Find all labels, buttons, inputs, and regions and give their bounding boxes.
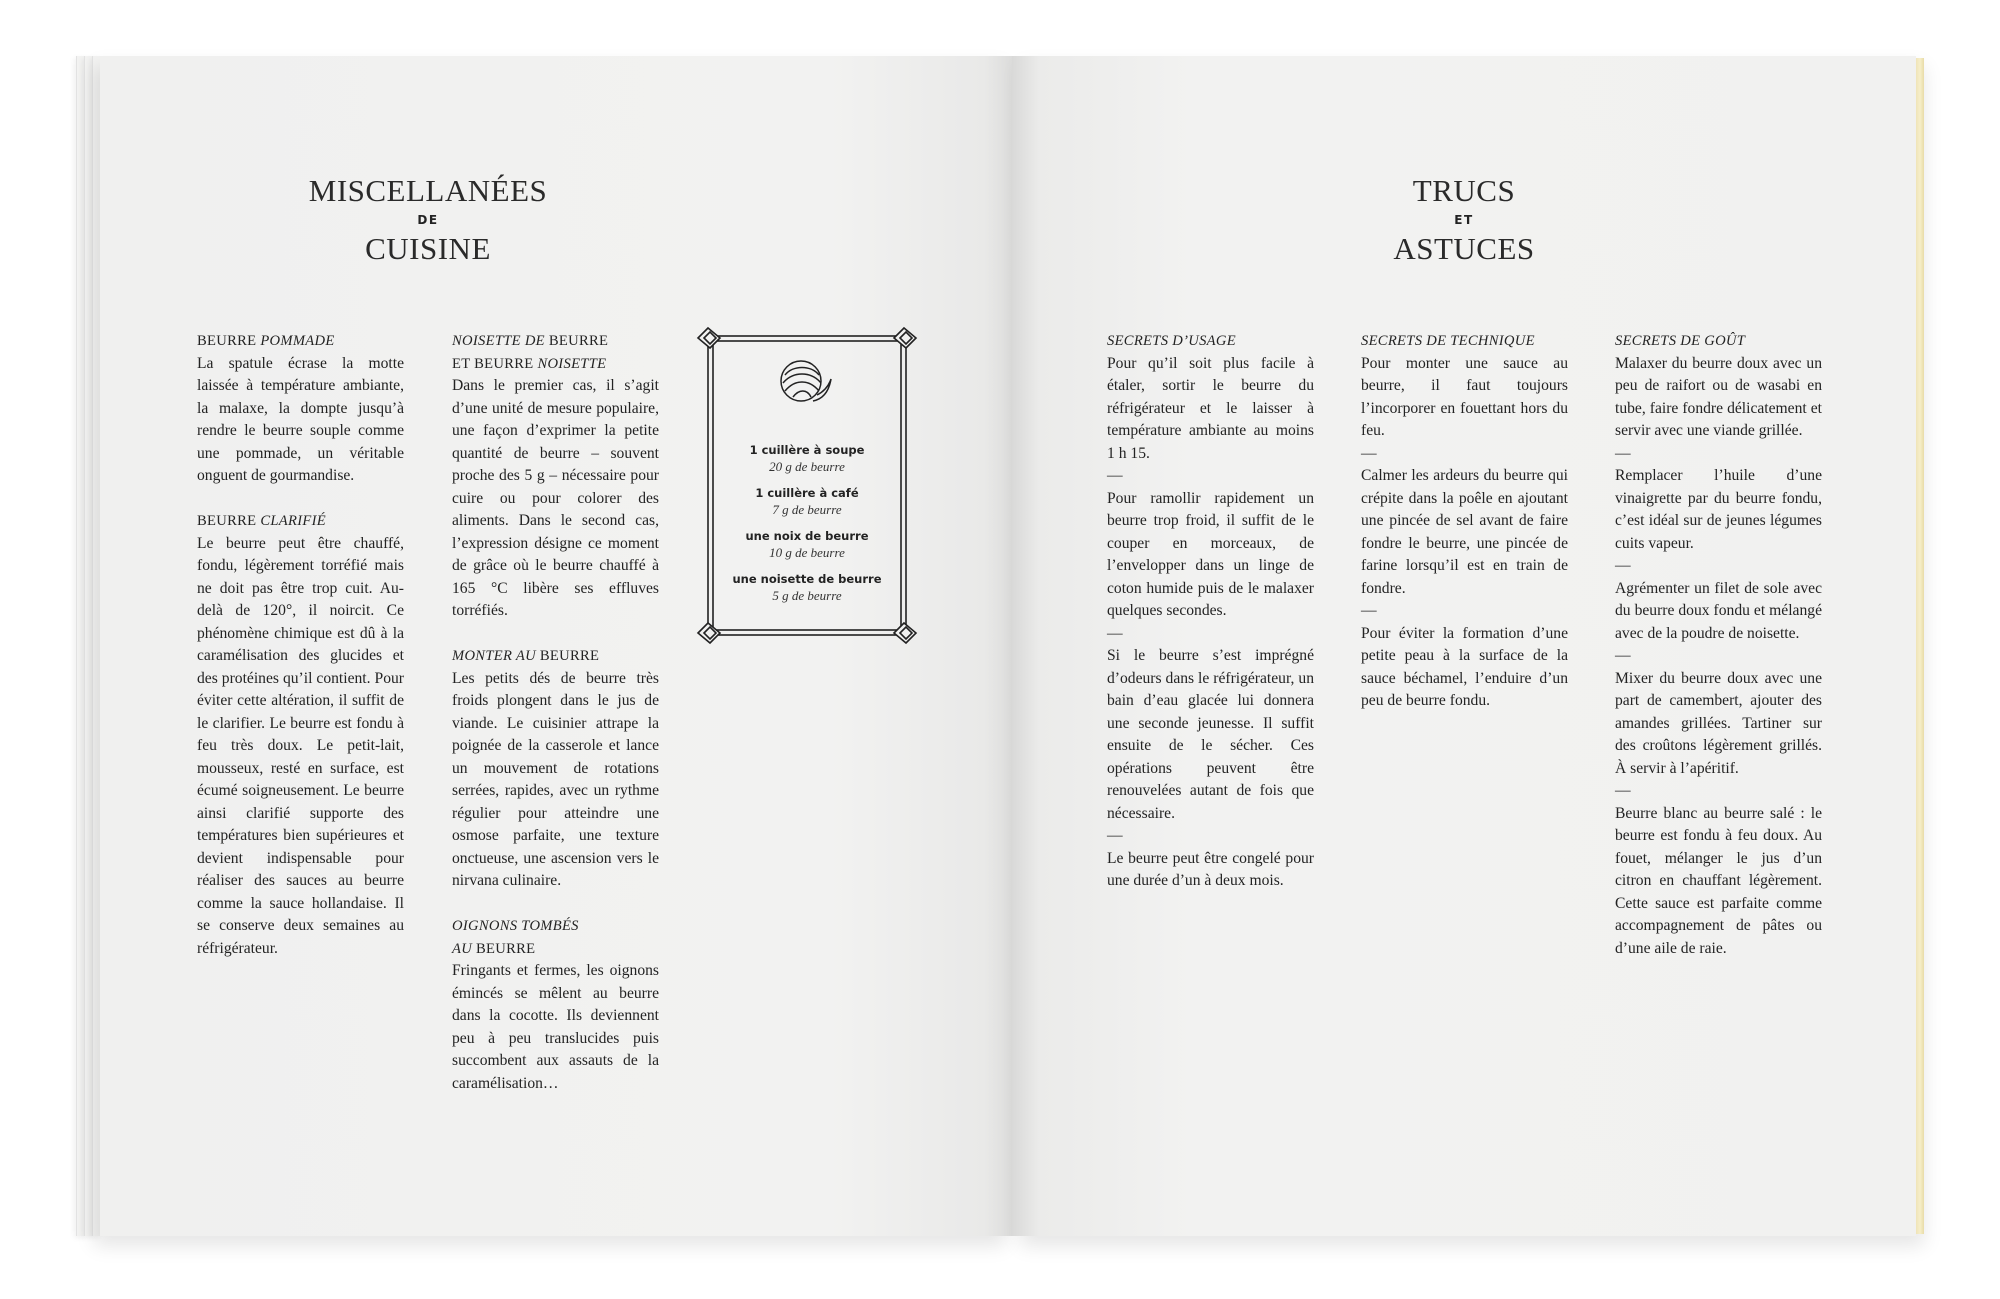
- tip-separator: —: [1361, 444, 1377, 462]
- section-heading: [452, 330, 659, 353]
- tip-text: Agrémenter un filet de sole avec du beurre doux fondu et mélangé avec de la poudre de noisette.: [1615, 579, 1822, 642]
- article-section: [452, 915, 659, 1095]
- section-heading: [452, 353, 659, 376]
- heading-italic-part: POMMADE: [260, 333, 335, 349]
- tip-separator: —: [1615, 444, 1631, 462]
- measure-quantity: 1 cuillère à café: [755, 486, 859, 500]
- heading-italic-part: NOISETTE DE: [452, 333, 545, 349]
- section-body: Fringants et fermes, les oignons émincés se mêlent au beurre dans la cocotte. Ils deviennent peu à peu translucides puis succombent aux assauts de la caramélisation…: [452, 962, 659, 1092]
- left-column-2: [452, 330, 659, 1118]
- tip-text: Pour monter une sauce au beurre, il faut toujours l’incorporer en fouettant hors du feu.: [1361, 354, 1568, 439]
- title-line-1: TRUCS: [1412, 173, 1516, 208]
- article-section: [197, 330, 404, 488]
- heading-part: ET BEURRE: [452, 355, 538, 372]
- heading-part: BEURRE: [535, 648, 600, 664]
- heading-italic-part: OIGNONS TOMBÉS: [452, 918, 579, 934]
- heading-part: BEURRE: [472, 940, 536, 957]
- tip-separator: —: [1615, 647, 1631, 664]
- measure-item: [696, 571, 918, 603]
- measure-value: 20 g de beurre: [769, 459, 845, 474]
- right-column-2: [1361, 330, 1568, 713]
- heading-italic-part: NOISETTE: [537, 355, 607, 372]
- tip-text: Calmer les ardeurs du beurre qui crépite dans la poêle en ajoutant une pincée de sel avant de faire fondre le beurre, une pincée de farine lorsqu’il est en train de fondre.: [1361, 467, 1568, 597]
- tip-text: Pour éviter la formation d’une petite peau à la surface de la sauce béchamel, l’enduire d’un peu de beurre fondu.: [1361, 624, 1568, 709]
- title-line-1: MISCELLANÉES: [308, 173, 548, 208]
- measure-value: 10 g de beurre: [769, 545, 845, 560]
- tip-text: Malaxer du beurre doux avec un peu de raifort ou de wasabi en tube, faire fondre délicatement et servir avec une viande grillée.: [1615, 354, 1822, 439]
- measure-item: [696, 442, 918, 474]
- heading-italic-part: MONTER AU: [452, 648, 536, 664]
- article-section: [197, 510, 404, 960]
- measure-value: 5 g de beurre: [772, 588, 842, 603]
- tips-heading: SECRETS DE GOÛT: [1615, 333, 1746, 349]
- section-heading: [452, 915, 659, 938]
- tips-heading: SECRETS DE TECHNIQUE: [1361, 333, 1535, 349]
- heading-part: BEURRE: [544, 333, 609, 349]
- measure-quantity: 1 cuillère à soupe: [749, 443, 865, 457]
- tip-text: Mixer du beurre doux avec une part de camembert, ajouter des amandes grillées. Tartiner sur des croûtons légèrement grillés. À servir à l’apéritif.: [1615, 669, 1822, 777]
- section-heading: [197, 510, 404, 533]
- section-body: La spatule écrase la motte laissée à température ambiante, la malaxe, la dompte jusqu’à rendre le beurre souple comme une pommade, un véritable onguent de gourmandise.: [197, 354, 404, 484]
- heading-part: BEURRE: [197, 513, 261, 529]
- butter-measures-box: [696, 324, 918, 647]
- tip-separator: —: [1361, 602, 1377, 619]
- tip-text: Beurre blanc au beurre salé : le beurre est fondu à feu doux. Au fouet, mélanger le jus d’un citron en chauffant légèrement. Cette sauce est parfaite comme accompagnement de pâtes ou d’une aile de raie.: [1615, 804, 1822, 957]
- section-body: Les petits dés de beurre très froids plongent dans le jus de viande. Le cuisinier attrape la poignée de la casserole et lance un mouvement de rotations serrées, rapides, avec un rythme régulier pour atteindre une osmose parfaite, une texture onctueuse, une ascension vers le nirvana culinaire.: [452, 669, 659, 889]
- section-body: Le beurre peut être chauffé, fondu, légèrement torréfié mais ne doit pas être trop cuit. Au-delà de 120°, il noircit. Ce phénomène chimique est dû à la caramélisation des glucides et des protéines qu’il contient. Pour éviter cette altération, il suffit de le clarifier. Le beurre est fondu à feu très doux. Le petit-lait, mousseux, resté en surface, est écumé soigneusement. Le beurre ainsi clarifié supporte des températures bien supérieures et devient indispensable pour réaliser des sauces au beurre comme la sauce hollandaise. Il se conserve deux semaines au réfrigérateur.: [197, 534, 404, 957]
- tip-separator: —: [1615, 557, 1631, 574]
- tips-heading: SECRETS D’USAGE: [1107, 333, 1236, 349]
- tip-separator: —: [1107, 467, 1123, 484]
- section-heading: [452, 645, 659, 668]
- tip-text: Remplacer l’huile d’une vinaigrette par du beurre fondu, c’est idéal sur de jeunes légumes cuits vapeur.: [1615, 467, 1822, 552]
- measure-item: [696, 528, 918, 560]
- tip-separator: —: [1615, 782, 1631, 799]
- tip-text: Pour ramollir rapidement un beurre trop froid, il suffit de le couper en morceaux, de l’envelopper dans un linge de coton humide puis de le malaxer quelques secondes.: [1107, 489, 1314, 619]
- title-connector: DE: [417, 213, 439, 227]
- right-column-1: [1107, 330, 1314, 893]
- heading-italic-part: AU: [452, 940, 473, 957]
- section-heading: [197, 330, 404, 353]
- section-heading: [452, 938, 659, 961]
- left-column-1: [197, 330, 404, 983]
- heading-italic-part: CLARIFIÉ: [260, 513, 326, 529]
- tip-text: Si le beurre s’est imprégné d’odeurs dans le réfrigérateur, un bain d’eau glacée lui donnera une seconde jeunesse. Il suffit ensuite de le sécher. Ces opérations peuvent être renouvelées autant de fois que nécessaire.: [1107, 647, 1314, 822]
- section-body: Dans le premier cas, il s’agit d’une unité de mesure populaire, une façon d’exprimer la petite quantité de beurre – souvent proche des 5 g – nécessaire pour cuire ou pour colorer des aliments. Dans le second cas, l’expression désigne ce moment de grâce où le beurre chauffé à 165 °C libère ses effluves torréfiés.: [452, 377, 659, 619]
- measure-quantity: une noix de beurre: [745, 529, 869, 543]
- page-edge-yellow: [1916, 58, 1924, 1234]
- butter-curl-icon: [779, 357, 835, 407]
- article-section: [452, 330, 659, 623]
- title-connector: ET: [1454, 213, 1474, 227]
- measure-item: [696, 485, 918, 517]
- heading-part: BEURRE: [197, 333, 261, 349]
- title-line-2: CUISINE: [365, 231, 491, 266]
- left-page-title: [228, 172, 628, 268]
- right-page-title: [1264, 172, 1664, 268]
- article-section: [452, 645, 659, 893]
- tip-text: Pour qu’il soit plus facile à étaler, sortir le beurre du réfrigérateur et le laisser à température ambiante au moins 1 h 15.: [1107, 354, 1314, 462]
- measure-quantity: une noisette de beurre: [732, 572, 882, 586]
- tip-separator: —: [1107, 624, 1123, 642]
- tip-text: Le beurre peut être congelé pour une durée d’un à deux mois.: [1107, 849, 1314, 889]
- right-column-3: [1615, 330, 1822, 960]
- tip-separator: —: [1107, 827, 1123, 844]
- measures-list: [696, 442, 918, 614]
- title-line-2: ASTUCES: [1393, 231, 1535, 266]
- measure-value: 7 g de beurre: [772, 502, 842, 517]
